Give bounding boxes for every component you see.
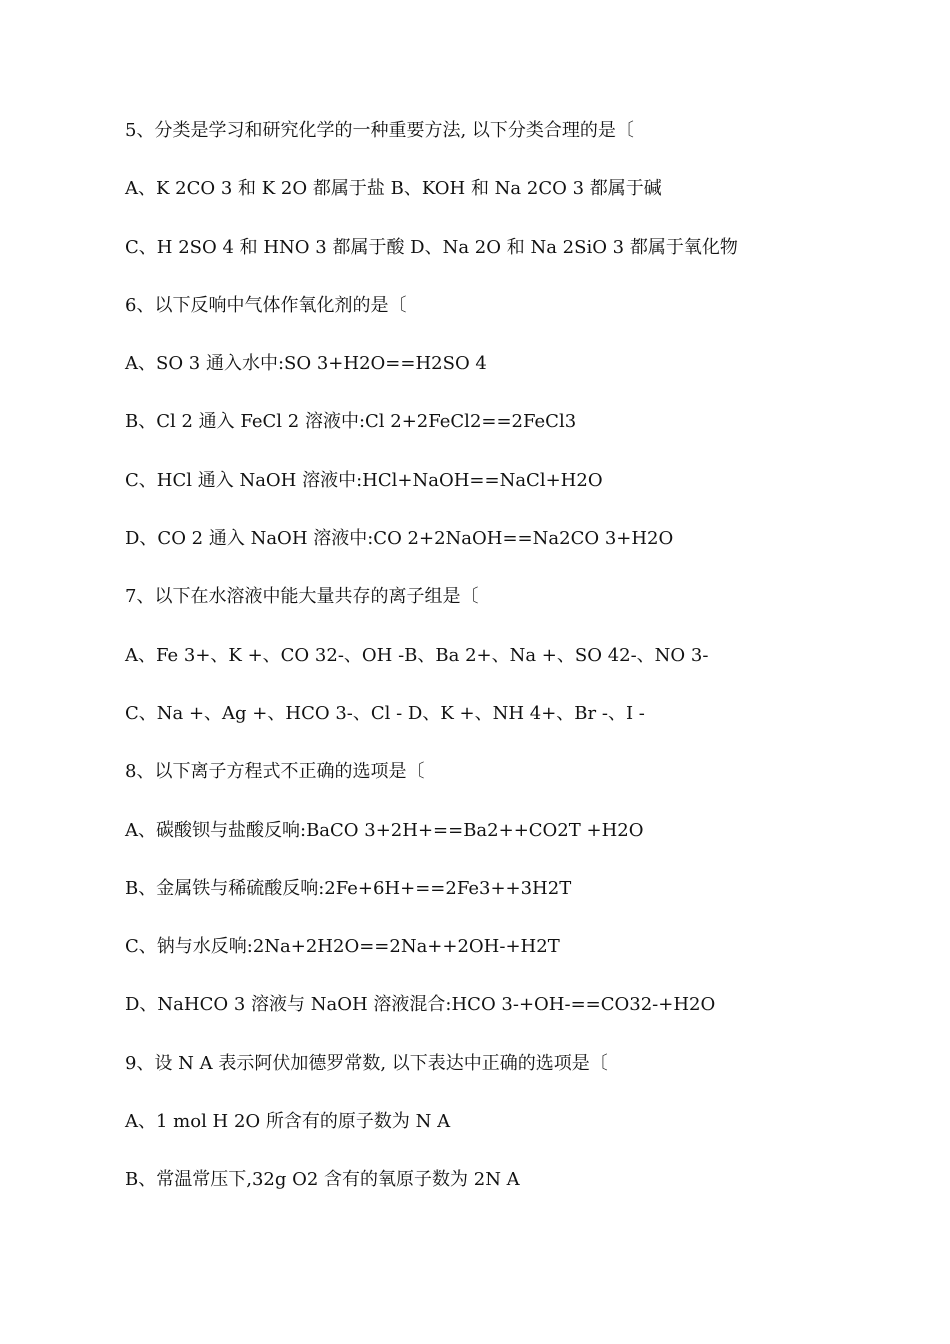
question-7-stem: 7、以下在水溶液中能大量共存的离子组是〔 xyxy=(125,586,479,608)
question-8-stem: 8、以下离子方程式不正确的选项是〔 xyxy=(125,761,425,783)
question-8-option-b: B、金属铁与稀硫酸反响:2Fe+6H+==2Fe3++3H2T xyxy=(125,877,572,899)
question-5-options-cd: C、H 2SO 4 和 HNO 3 都属于酸 D、Na 2O 和 Na 2SiO 3 都属于氧化物 xyxy=(125,236,738,258)
question-9-option-a: A、1 mol H 2O 所含有的原子数为 N A xyxy=(125,1111,451,1133)
question-5-stem: 5、分类是学习和研究化学的一种重要方法, 以下分类合理的是〔 xyxy=(125,120,634,141)
question-7-options-cd: C、Na +、Ag +、HCO 3-、Cl - D、K +、NH 4+、Br -、I - xyxy=(125,702,645,724)
question-6-stem: 6、以下反响中气体作氧化剂的是〔 xyxy=(125,294,407,316)
question-6-option-a: A、SO 3 通入水中:SO 3+H2O==H2SO 4 xyxy=(125,353,487,375)
question-9-option-b: B、常温常压下,32g O2 含有的氧原子数为 2N A xyxy=(125,1169,520,1191)
question-7-options-ab: A、Fe 3+、K +、CO 32-、OH -B、Ba 2+、Na +、SO 42-、NO 3- xyxy=(125,644,709,666)
question-6-option-c: C、HCl 通入 NaOH 溶液中:HCl+NaOH==NaCl+H2O xyxy=(125,469,603,491)
question-6-option-d: D、CO 2 通入 NaOH 溶液中:CO 2+2NaOH==Na2CO 3+H2O xyxy=(125,528,674,550)
question-9-stem: 9、设 N A 表示阿伏加德罗常数, 以下表达中正确的选项是〔 xyxy=(125,1052,608,1074)
question-5-options-ab: A、K 2CO 3 和 K 2O 都属于盐 B、KOH 和 Na 2CO 3 都属于碱 xyxy=(125,178,662,200)
question-lines xyxy=(125,116,885,1224)
question-8-option-a: A、碳酸钡与盐酸反响:BaCO 3+2H+==Ba2++CO2T +H2O xyxy=(125,819,644,841)
question-8-option-d: D、NaHCO 3 溶液与 NaOH 溶液混合:HCO 3-+OH-==CO32-+H2O xyxy=(125,994,716,1016)
question-6-option-b: B、Cl 2 通入 FeCl 2 溶液中:Cl 2+2FeCl2==2FeCl3 xyxy=(125,411,577,433)
question-8-option-c: C、钠与水反响:2Na+2H2O==2Na++2OH-+H2T xyxy=(125,936,560,958)
